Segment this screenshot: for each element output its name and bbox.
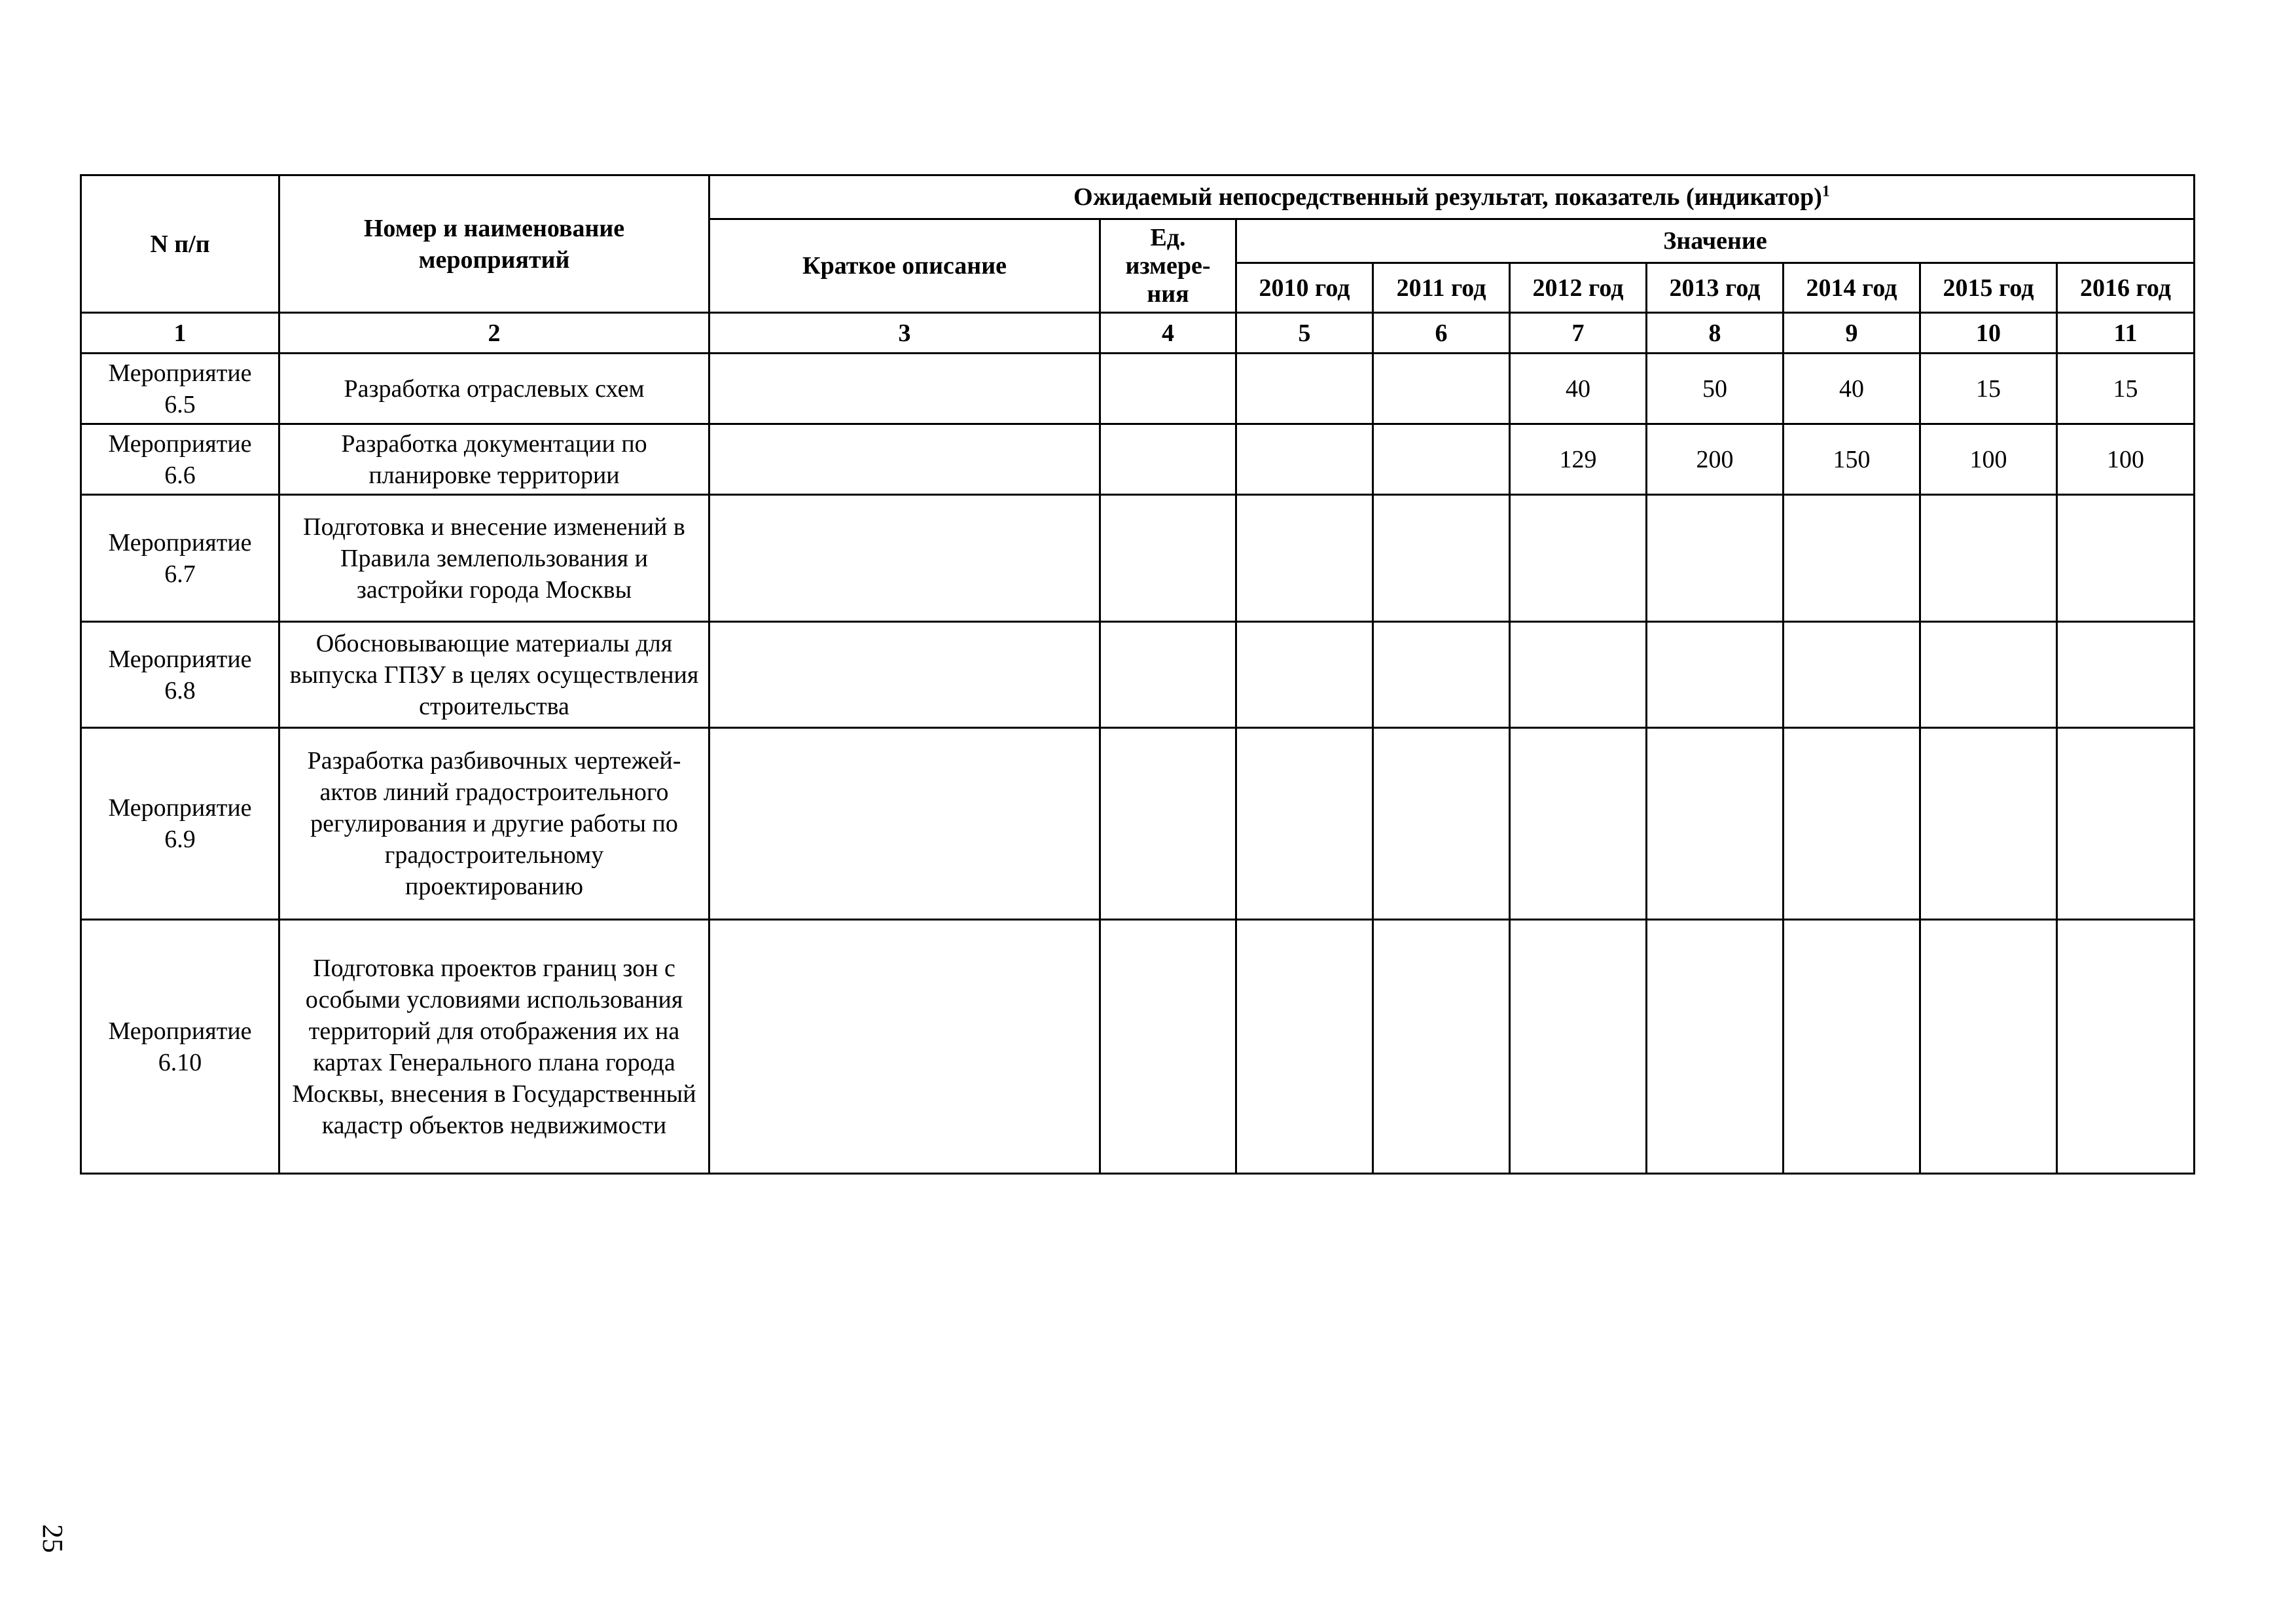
column-number: 8: [1647, 313, 1784, 354]
value-2014: 40: [1784, 354, 1920, 424]
value-2012: [1510, 622, 1647, 728]
header-expected-result: [709, 175, 2195, 219]
column-number: 3: [709, 313, 1100, 354]
measure-number: Мероприятие 6.6: [81, 424, 279, 495]
value-2012: [1510, 920, 1647, 1174]
unit-cell: [1100, 622, 1236, 728]
short-description-cell: [709, 495, 1100, 622]
table-row: [81, 424, 2195, 495]
measure-number: Мероприятие 6.7: [81, 495, 279, 622]
table-row: [81, 354, 2195, 424]
header-year-2012: 2012 год: [1510, 263, 1647, 313]
value-2016: 100: [2057, 424, 2195, 495]
column-number: 4: [1100, 313, 1236, 354]
value-2011: [1373, 728, 1510, 920]
header-short-description: [709, 219, 1100, 313]
value-2013: [1647, 728, 1784, 920]
value-2010: [1236, 622, 1373, 728]
header-value: [1236, 219, 2195, 263]
footnote-marker: 1: [1821, 183, 1830, 200]
value-2010: [1236, 354, 1373, 424]
measure-number: Мероприятие 6.5: [81, 354, 279, 424]
unit-cell: [1100, 354, 1236, 424]
value-2012: [1510, 728, 1647, 920]
value-2011: [1373, 495, 1510, 622]
value-2013: 200: [1647, 424, 1784, 495]
header-measure-name-label: Номер и наименование мероприятий: [363, 214, 625, 274]
unit-cell: [1100, 728, 1236, 920]
measure-name: Подготовка и внесение изменений в Правила землепользования и застройки города Москвы: [279, 495, 709, 622]
column-number: 2: [279, 313, 709, 354]
unit-cell: [1100, 920, 1236, 1174]
value-2016: [2057, 920, 2195, 1174]
short-description-cell: [709, 424, 1100, 495]
value-2014: [1784, 728, 1920, 920]
value-2016: [2057, 728, 2195, 920]
value-2010: [1236, 728, 1373, 920]
column-number: 10: [1920, 313, 2057, 354]
header-year-2016: 2016 год: [2057, 263, 2195, 313]
value-2016: 15: [2057, 354, 2195, 424]
short-description-cell: [709, 728, 1100, 920]
header-year-2010: 2010 год: [1236, 263, 1373, 313]
value-2012: 40: [1510, 354, 1647, 424]
header-unit-label: Ед. измере-ния: [1125, 223, 1211, 308]
header-year-2014: 2014 год: [1784, 263, 1920, 313]
value-2011: [1373, 354, 1510, 424]
table-row: [81, 495, 2195, 622]
value-2014: [1784, 622, 1920, 728]
value-2015: [1920, 920, 2057, 1174]
table-row: [81, 622, 2195, 728]
value-2011: [1373, 622, 1510, 728]
measure-name: Обосновывающие материалы для выпуска ГПЗУ в целях осуществления строительства: [279, 622, 709, 728]
value-2015: 15: [1920, 354, 2057, 424]
unit-cell: [1100, 495, 1236, 622]
value-2012: 129: [1510, 424, 1647, 495]
header-expected-result-label: Ожидаемый непосредственный результат, показатель (индикатор): [1073, 183, 1822, 211]
value-2014: 150: [1784, 424, 1920, 495]
value-2011: [1373, 424, 1510, 495]
column-number: 6: [1373, 313, 1510, 354]
short-description-cell: [709, 920, 1100, 1174]
measures-table: [80, 174, 2195, 1175]
value-2010: [1236, 920, 1373, 1174]
measure-number: Мероприятие 6.10: [81, 920, 279, 1174]
value-2016: [2057, 622, 2195, 728]
value-2015: [1920, 622, 2057, 728]
value-2012: [1510, 495, 1647, 622]
value-2014: [1784, 920, 1920, 1174]
value-2010: [1236, 495, 1373, 622]
header-short-description-label: Краткое описание: [802, 252, 1007, 280]
table-row: [81, 920, 2195, 1174]
value-2013: [1647, 495, 1784, 622]
header-index-label: N п/п: [150, 230, 210, 258]
short-description-cell: [709, 622, 1100, 728]
value-2015: [1920, 728, 2057, 920]
short-description-cell: [709, 354, 1100, 424]
value-2015: [1920, 495, 2057, 622]
table-body: [81, 354, 2195, 1174]
value-2010: [1236, 424, 1373, 495]
value-2013: [1647, 920, 1784, 1174]
header-year-2013: 2013 год: [1647, 263, 1784, 313]
value-2016: [2057, 495, 2195, 622]
measure-name: Подготовка проектов границ зон с особыми условиями использования территорий для отображения их на картах Генерального плана города Москвы, внесения в Государственный кадастр объектов недвижимости: [279, 920, 709, 1174]
header-year-2011: 2011 год: [1373, 263, 1510, 313]
column-number: 5: [1236, 313, 1373, 354]
value-2013: [1647, 622, 1784, 728]
measure-number: Мероприятие 6.8: [81, 622, 279, 728]
measure-name: Разработка разбивочных чертежей-актов линий градостроительного регулирования и другие работы по градостроительному проектированию: [279, 728, 709, 920]
value-2014: [1784, 495, 1920, 622]
table-row: [81, 728, 2195, 920]
column-numbers-row: [81, 313, 2195, 354]
header-measure-name: [279, 175, 709, 313]
header-year-2015: 2015 год: [1920, 263, 2057, 313]
header-unit: [1100, 219, 1236, 313]
measure-name: Разработка отраслевых схем: [279, 354, 709, 424]
measure-name: Разработка документации по планировке территории: [279, 424, 709, 495]
column-number: 9: [1784, 313, 1920, 354]
value-2015: 100: [1920, 424, 2057, 495]
table-header: [81, 175, 2195, 354]
column-number: 1: [81, 313, 279, 354]
value-2013: 50: [1647, 354, 1784, 424]
header-value-label: Значение: [1663, 227, 1767, 255]
column-number: 11: [2057, 313, 2195, 354]
header-index: [81, 175, 279, 313]
unit-cell: [1100, 424, 1236, 495]
measure-number: Мероприятие 6.9: [81, 728, 279, 920]
value-2011: [1373, 920, 1510, 1174]
column-number: 7: [1510, 313, 1647, 354]
page-number: 25: [37, 1524, 69, 1553]
